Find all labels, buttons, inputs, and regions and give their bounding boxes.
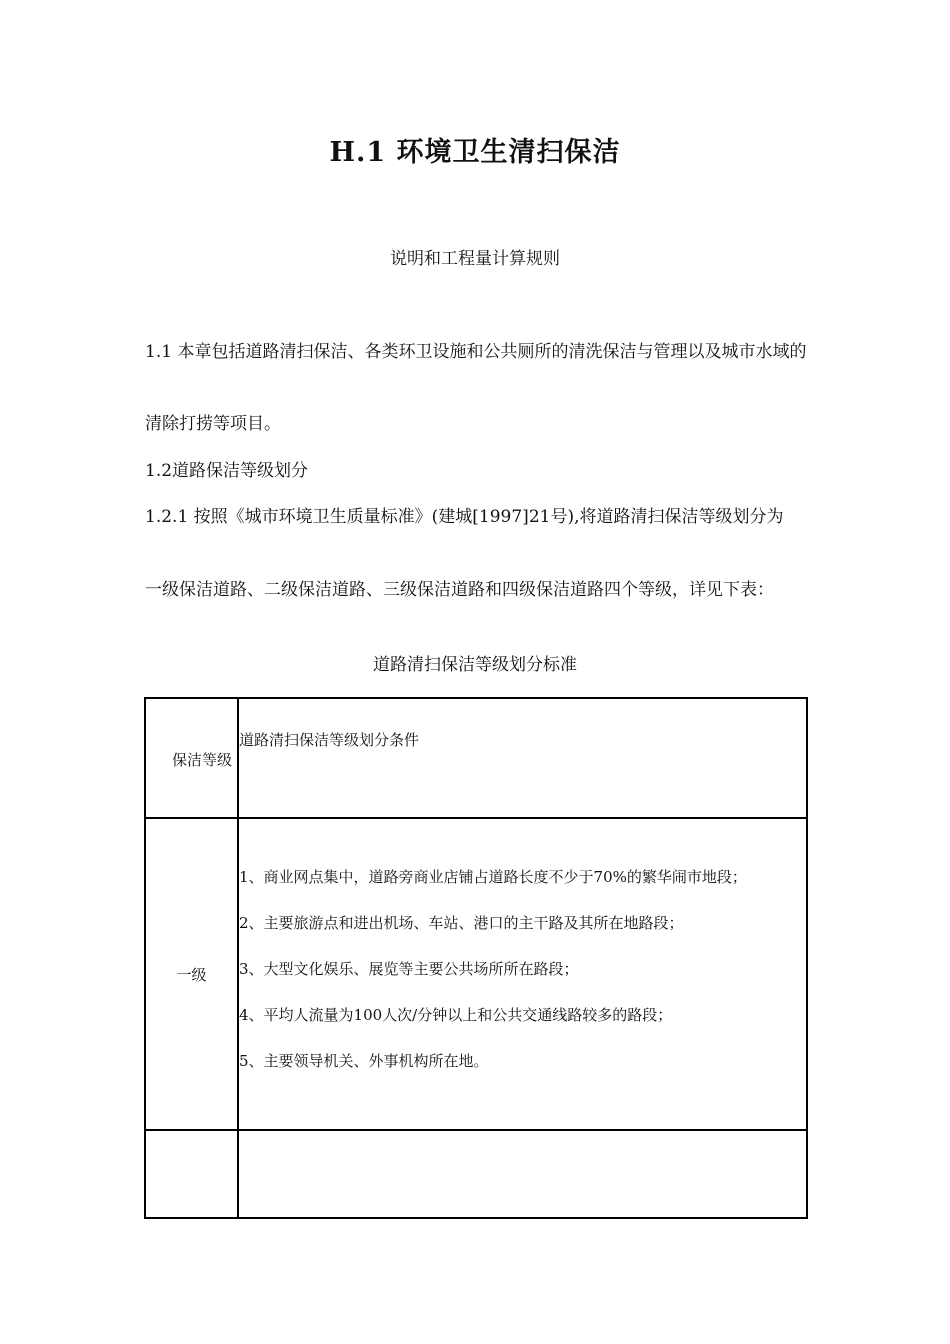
header-grade-cell: 保洁等级 bbox=[145, 698, 238, 818]
condition-item: 4、平均人流量为100人次/分钟以上和公共交通线路较多的路段； bbox=[239, 1006, 673, 1025]
grade-cell bbox=[145, 1130, 238, 1218]
conditions-list bbox=[239, 819, 806, 1071]
condition-item: 3、大型文化娱乐、展览等主要公共场所所在路段； bbox=[239, 960, 579, 979]
conditions-cell bbox=[238, 1130, 807, 1218]
paragraph-1-1: 1.1 本章包括道路清扫保洁、各类环卫设施和公共厕所的清洗保洁与管理以及城市水域的 bbox=[145, 342, 807, 362]
table-row bbox=[145, 818, 807, 1129]
paragraph-1-2-1-cont: 一级保洁道路、二级保洁道路、三级保洁道路和四级保洁道路四个等级，详见下表： bbox=[145, 580, 774, 600]
section-subtitle: 说明和工程量计算规则 bbox=[390, 249, 560, 269]
condition-item: 1、商业网点集中，道路旁商业店铺占道路长度不少于70%的繁华闹市地段； bbox=[239, 868, 747, 887]
paragraph-1-1-cont: 清除打捞等项目。 bbox=[145, 414, 281, 434]
page-title: H.1 环境卫生清扫保洁 bbox=[329, 137, 621, 168]
paragraph-1-2-1: 1.2.1 按照《城市环境卫生质量标准》(建城[1997]21号),将道路清扫保洁等级划分为 bbox=[145, 507, 784, 527]
grade-table bbox=[144, 697, 808, 1219]
conditions-cell bbox=[238, 818, 807, 1129]
table-header-row bbox=[145, 698, 807, 818]
table-row bbox=[145, 1130, 807, 1218]
grade-cell: 一级 bbox=[145, 818, 238, 1129]
paragraph-1-2: 1.2道路保洁等级划分 bbox=[145, 461, 309, 481]
table-caption: 道路清扫保洁等级划分标准 bbox=[373, 655, 577, 675]
condition-item: 2、主要旅游点和进出机场、车站、港口的主干路及其所在地路段； bbox=[239, 914, 684, 933]
header-conditions-cell: 道路清扫保洁等级划分条件 bbox=[238, 698, 807, 818]
condition-item: 5、主要领导机关、外事机构所在地。 bbox=[239, 1052, 489, 1071]
